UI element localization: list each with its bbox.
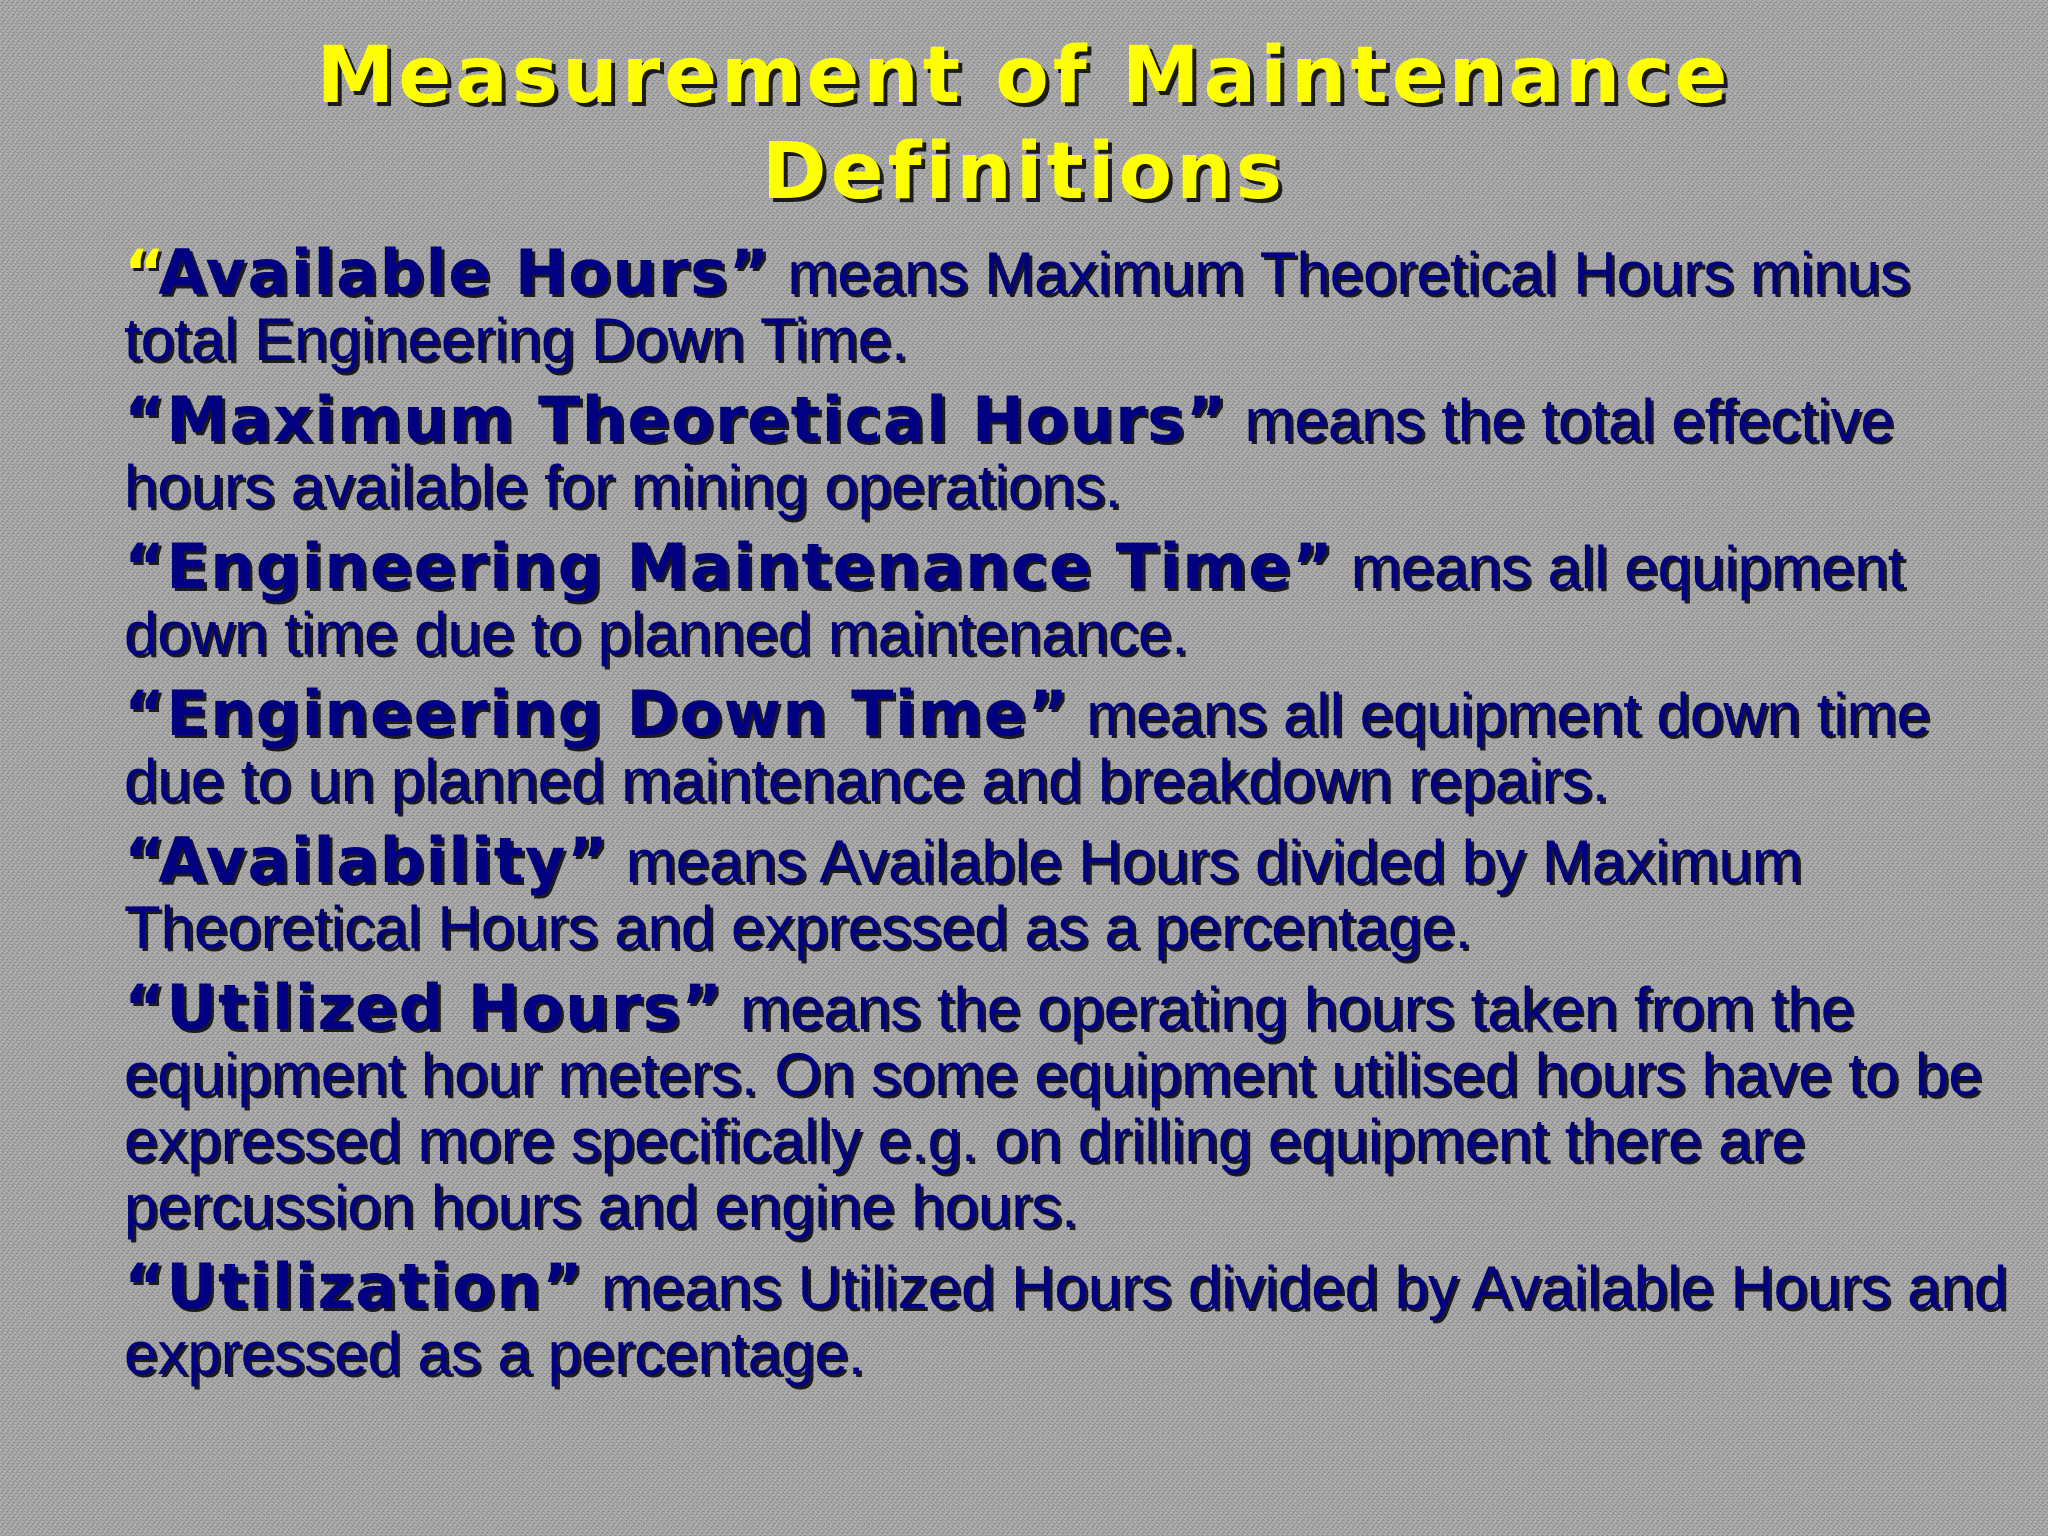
definition-utilized-hours (124, 971, 2024, 1240)
definition-description: means Available Hours divided by Maximum Theoretical Hours and expressed as a percentage. (124, 828, 1802, 961)
definition-term-text: Engineering Maintenance Time” (166, 530, 1335, 603)
definition-open-quote: “ (124, 383, 167, 456)
slide-title-line-1: Measurement of Maintenance (316, 31, 1732, 121)
definition-term (124, 530, 1334, 603)
definition-open-quote: “ (124, 677, 167, 750)
definition-term (124, 677, 1070, 750)
definition-available-hours (124, 236, 2024, 373)
definition-term-text: Available Hours” (158, 236, 771, 309)
definitions-list (124, 236, 2024, 1401)
definition-term (124, 236, 771, 309)
definition-description: means all equipment down time due to planned maintenance. (124, 534, 1905, 667)
definition-open-quote: “ (124, 236, 159, 309)
definition-description: means the total effective hours available for mining operations. (124, 387, 1894, 520)
slide-title-line-2: Definitions (761, 127, 1287, 217)
definition-utilization (124, 1250, 2024, 1387)
slide-title (0, 28, 2048, 220)
definition-term-text: Utilized Hours” (166, 971, 724, 1044)
definition-term-text: Utilization” (166, 1250, 585, 1323)
definition-open-quote: “ (124, 971, 167, 1044)
definition-maximum-theoretical-hours (124, 383, 2024, 520)
definition-term (124, 383, 1228, 456)
definition-engineering-down-time (124, 677, 2024, 814)
definition-description: means Maximum Theoretical Hours minus total Engineering Down Time. (124, 240, 1911, 373)
definition-open-quote: “ (124, 1250, 167, 1323)
definition-term (124, 971, 723, 1044)
definition-term (124, 1250, 584, 1323)
definition-open-quote: “ (124, 530, 167, 603)
definition-term (124, 824, 609, 897)
definition-term-text: Availability” (158, 824, 610, 897)
definition-description: means the operating hours taken from the equipment hour meters. On some equipment utilised hours have to be expressed more specifically e.g. on drilling equipment there are percussion hours and engine hours. (124, 975, 1982, 1240)
definition-description: means all equipment down time due to un planned maintenance and breakdown repairs. (124, 681, 1931, 814)
definition-description: means Utilized Hours divided by Available Hours and expressed as a percentage. (124, 1254, 2008, 1387)
definition-availability (124, 824, 2024, 961)
definition-term-text: Engineering Down Time” (166, 677, 1070, 750)
definition-term-text: Maximum Theoretical Hours” (166, 383, 1228, 456)
definition-open-quote: “ (124, 824, 159, 897)
definition-engineering-maintenance-time (124, 530, 2024, 667)
